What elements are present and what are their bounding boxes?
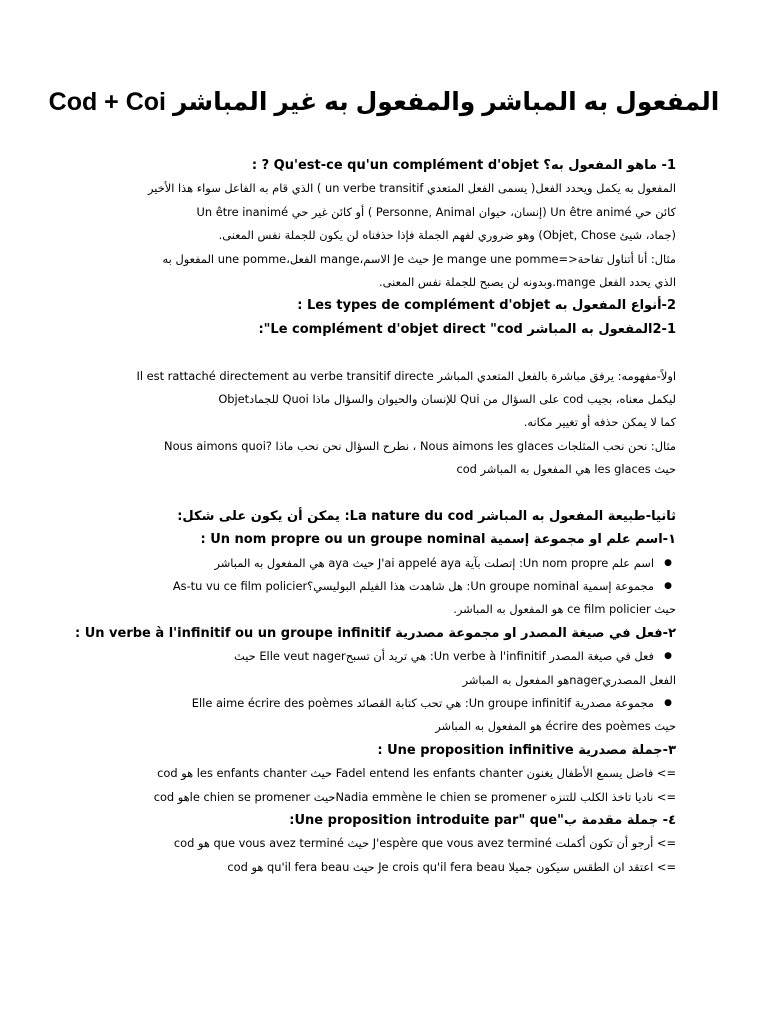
text-line: => ناديا تاخذ الكلب للتنزه Nadia emmène le chien se promenerحيث le chien se promenerهو cod — [153, 789, 676, 804]
text-line: حيث écrire des poèmes هو المفعول به المباشر — [435, 719, 676, 734]
text-line: حيث ce film policier هو المفعول به المباشر. — [453, 602, 676, 617]
text-line: => فاضل يسمع الأطفال يغنون Fadel entend les enfants chanter حيث les enfants chanter هو cod — [157, 766, 676, 781]
text-line: الذي يحدد الفعل mange.وبدونه لن يصبح للجملة نفس المعنى. — [379, 274, 676, 289]
text-line: اولاً-مفهومه: يرفق مباشرة بالفعل المتعدي المباشر Il est rattaché directement au verbe transitif directe — [136, 368, 676, 383]
section-heading: 2-أنواع المفعول به Les types de complément d'objet : — [297, 298, 676, 314]
text-line: الفعل المصدريnagerهو المفعول به المباشر — [462, 672, 676, 687]
text-lines — [74, 154, 676, 879]
bullet-item: ● فعل في صيغة المصدر Un verbe à l'infinitif: هي تريد أن تسبحElle veut nager حيث — [104, 645, 676, 668]
bullet-item: ● مجموعة مصدرية Un groupe infinitif: هي تحب كتابة القصائد Elle aime écrire des poèmes — [104, 692, 676, 715]
bullet-item: ● اسم علم Un nom propre: إتصلت بآية J'ai appelé aya حيث aya هي المفعول به المباشر — [104, 552, 676, 575]
text-line: كائن حي Un être animé (إنسان، حيوان Personne, Animal ) أو كائن غير حي Un être inanimé — [196, 204, 676, 219]
text-line: (جماد، شيئ Objet, Chose) وهو ضروري لفهم الجملة فإذا حذفناه لن يكون للجملة نفس المعنى. — [218, 228, 676, 243]
section-heading: ثانيا-طبيعة المفعول به المباشر La nature du cod: يمكن أن يكون على شكل: — [177, 508, 676, 524]
section-heading: ٣-جملة مصدرية Une proposition infinitive : — [377, 742, 676, 758]
blank-line — [104, 341, 676, 364]
document-body — [74, 154, 676, 879]
text-line: كما لا يمكن حذفه أو تغيير مكانه. — [523, 415, 676, 430]
section-heading: 2-1المفعول به المباشر Le complément d'objet direct "cod": — [258, 321, 676, 337]
bullet-item: ● مجموعة إسمية Un groupe nominal: هل شاهدت هذا الفيلم البوليسي؟As-tu vu ce film policier — [104, 575, 676, 598]
text-line: => اعتقد ان الطقس سيكون جميلا Je crois qu'il fera beau حيث qu'il fera beau هو cod — [227, 859, 676, 874]
blank-line — [104, 481, 676, 504]
section-heading: 1- ماهو المفعول به؟ Qu'est-ce qu'un complément d'objet ? : — [251, 158, 676, 173]
text-line: => أرجو أن تكون أكملت J'espère que vous avez terminé حيث que vous avez terminé هو cod — [173, 836, 676, 851]
text-line: مثال: أنا أتناول تفاحة<=Je mange une pomme حيث Je الاسم،mange الفعل،une pomme المفعول به — [162, 251, 676, 266]
text-line: مثال: نحن نحب المثلجات Nous aimons les glaces ، نطرح السؤال نحن نحب ماذا ?Nous aimons quoi — [164, 438, 676, 453]
page-title: المفعول به المباشر والمفعول به غير المباشر Cod + Coi — [48, 88, 720, 116]
section-heading: ٤- جملة مقدمة ب"Une proposition introduite par" que: — [289, 812, 676, 828]
text-line: حيث les glaces هي المفعول به المباشر cod — [456, 462, 676, 477]
section-heading: ١-اسم علم او مجموعة إسمية Un nom propre ou un groupe nominal : — [200, 532, 676, 548]
section-heading: ٢-فعل في صيغة المصدر او مجموعة مصدرية Un verbe à l'infinitif ou un groupe infinitif : — [74, 625, 676, 641]
text-line: المفعول به يكمل ويحدد الفعل( يسمى الفعل المتعدي un verbe transitif ) الذي قام به الفاعل سواء هذا الأخير — [147, 181, 676, 196]
text-line: ليكمل معناه، بجيب cod على السؤال من Qui للإنسان والحيوان والسؤال ماذا Quoi للجمادObjet — [218, 391, 676, 406]
